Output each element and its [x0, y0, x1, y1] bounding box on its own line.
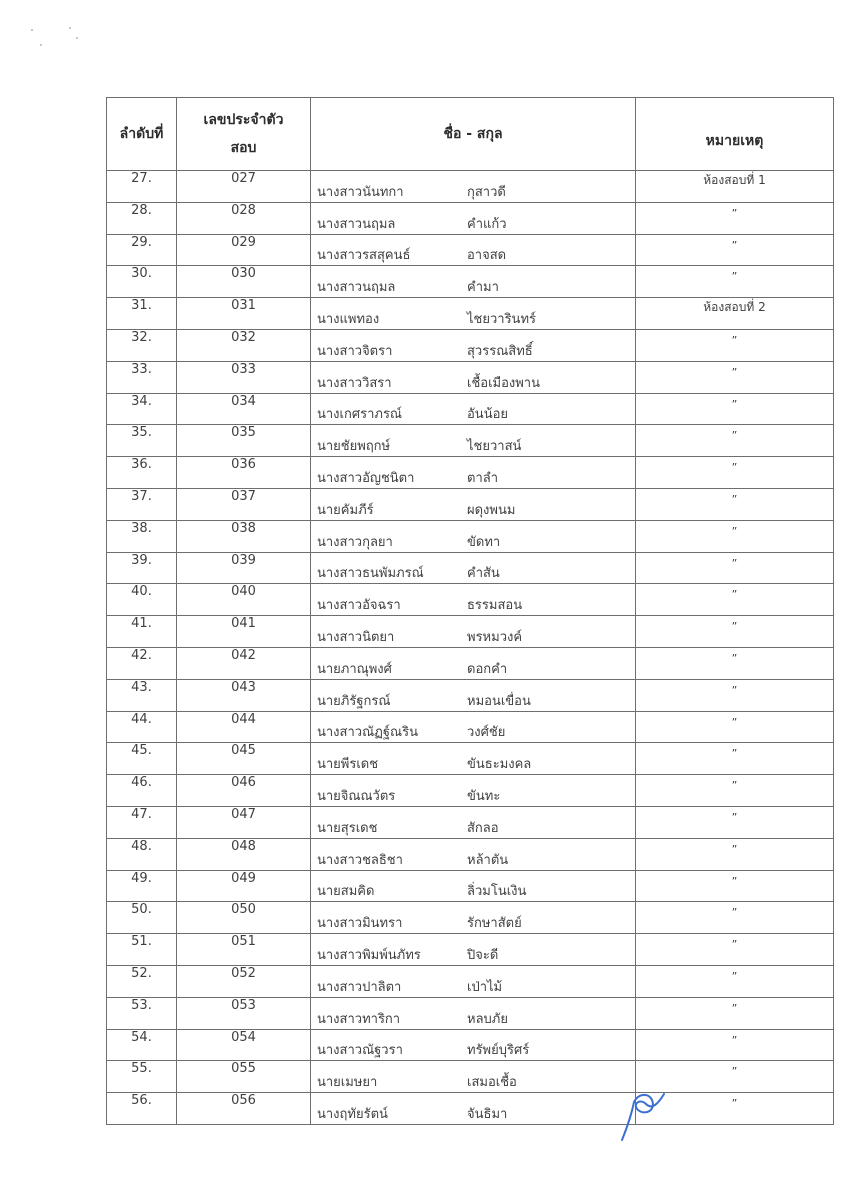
row-full-name — [311, 584, 636, 616]
row-remark: ” — [636, 425, 834, 457]
row-number: 49. — [107, 870, 177, 902]
row-remark: ” — [636, 393, 834, 425]
row-first-name: นายเมษยา — [317, 1075, 378, 1091]
row-exam-id: 040 — [177, 584, 311, 616]
row-exam-id: 046 — [177, 775, 311, 807]
row-remark: ” — [636, 711, 834, 743]
row-first-name: นายสุรเดช — [317, 820, 378, 836]
row-full-name — [311, 234, 636, 266]
row-number: 27. — [107, 171, 177, 203]
row-first-name: นายชัยพฤกษ์ — [317, 439, 391, 455]
table-row — [107, 171, 834, 203]
row-full-name — [311, 679, 636, 711]
row-exam-id: 028 — [177, 202, 311, 234]
table-row — [107, 1061, 834, 1093]
row-remark: ” — [636, 552, 834, 584]
row-exam-id: 031 — [177, 298, 311, 330]
row-last-name: ไชยวารินทร์ — [467, 311, 536, 327]
row-number: 36. — [107, 457, 177, 489]
row-first-name: นางสาวนิตยา — [317, 629, 395, 645]
row-last-name: รักษาสัตย์ — [467, 916, 522, 932]
row-exam-id: 055 — [177, 1061, 311, 1093]
row-number: 43. — [107, 679, 177, 711]
table-row — [107, 616, 834, 648]
table-row — [107, 457, 834, 489]
row-full-name — [311, 329, 636, 361]
row-first-name: นางสาวรสสุคนธ์ — [317, 248, 411, 264]
row-first-name: นายพีรเดช — [317, 757, 379, 773]
row-remark: ” — [636, 934, 834, 966]
row-last-name: หล้าตัน — [467, 852, 509, 868]
header-exam-id-line2: สอบ — [230, 140, 257, 156]
table-row — [107, 584, 834, 616]
row-number: 53. — [107, 997, 177, 1029]
row-remark: ” — [636, 1061, 834, 1093]
row-last-name: หลบภัย — [467, 1011, 508, 1027]
table-header-row — [107, 98, 834, 171]
row-number: 56. — [107, 1093, 177, 1125]
row-number: 35. — [107, 425, 177, 457]
row-first-name: นางสาวอัญชนิตา — [317, 470, 415, 486]
row-full-name — [311, 552, 636, 584]
header-full-name: ชื่อ - สกุล — [311, 98, 636, 171]
row-remark: ” — [636, 616, 834, 648]
row-remark: ” — [636, 679, 834, 711]
row-exam-id: 052 — [177, 965, 311, 997]
row-full-name — [311, 266, 636, 298]
row-last-name: คำสัน — [467, 566, 500, 582]
row-first-name: นายจิณณวัตร — [317, 788, 396, 804]
row-last-name: ขันทะ — [467, 788, 501, 804]
row-number: 55. — [107, 1061, 177, 1093]
row-number: 50. — [107, 902, 177, 934]
table-row — [107, 298, 834, 330]
row-number: 39. — [107, 552, 177, 584]
table-row — [107, 743, 834, 775]
row-first-name: นางแพทอง — [317, 311, 380, 327]
table-row — [107, 552, 834, 584]
row-full-name — [311, 520, 636, 552]
row-exam-id: 034 — [177, 393, 311, 425]
row-exam-id: 030 — [177, 266, 311, 298]
row-full-name — [311, 171, 636, 203]
row-number: 29. — [107, 234, 177, 266]
row-remark: ” — [636, 870, 834, 902]
row-full-name — [311, 1093, 636, 1125]
row-remark: ” — [636, 329, 834, 361]
scan-speck — [69, 27, 71, 29]
row-exam-id: 056 — [177, 1093, 311, 1125]
row-first-name: นางฤทัยรัตน์ — [317, 1106, 388, 1122]
row-number: 45. — [107, 743, 177, 775]
row-number: 54. — [107, 1029, 177, 1061]
row-last-name: กุสาวดี — [467, 184, 506, 200]
row-remark: ” — [636, 838, 834, 870]
row-exam-id: 041 — [177, 616, 311, 648]
row-exam-id: 036 — [177, 457, 311, 489]
row-full-name — [311, 298, 636, 330]
row-number: 40. — [107, 584, 177, 616]
row-first-name: นางสาววิสรา — [317, 375, 392, 391]
row-full-name — [311, 902, 636, 934]
roster-body — [107, 171, 834, 1125]
row-first-name: นางสาวมินทรา — [317, 916, 403, 932]
row-exam-id: 039 — [177, 552, 311, 584]
row-remark: ” — [636, 202, 834, 234]
table-row — [107, 775, 834, 807]
row-last-name: ดอกคำ — [467, 661, 508, 677]
row-number: 28. — [107, 202, 177, 234]
header-number: ลำดับที่ — [107, 98, 177, 171]
row-first-name: นางเกศราภรณ์ — [317, 407, 402, 423]
signature-mark — [618, 1090, 678, 1145]
row-last-name: หมอนเขื่อน — [467, 693, 531, 709]
row-number: 37. — [107, 488, 177, 520]
row-first-name: นางสาวทาริกา — [317, 1011, 401, 1027]
row-first-name: นางสาวอัจฉรา — [317, 598, 401, 614]
row-last-name: สุวรรณสิทธิ์ — [467, 343, 533, 359]
row-remark: ” — [636, 965, 834, 997]
row-full-name — [311, 1061, 636, 1093]
row-remark: ” — [636, 520, 834, 552]
row-last-name: ทรัพย์บุริศร์ — [467, 1043, 530, 1059]
table-row — [107, 361, 834, 393]
row-exam-id: 044 — [177, 711, 311, 743]
row-first-name: นางสาวณัฐวรา — [317, 1043, 403, 1059]
table-row — [107, 870, 834, 902]
header-remark: หมายเหตุ — [636, 98, 834, 171]
row-full-name — [311, 806, 636, 838]
row-first-name: นายภาณุพงศ์ — [317, 661, 392, 677]
table-row — [107, 679, 834, 711]
row-full-name — [311, 870, 636, 902]
row-full-name — [311, 361, 636, 393]
row-full-name — [311, 743, 636, 775]
row-exam-id: 032 — [177, 329, 311, 361]
row-exam-id: 054 — [177, 1029, 311, 1061]
row-exam-id: 035 — [177, 425, 311, 457]
row-last-name: ตาลำ — [467, 470, 499, 486]
row-number: 34. — [107, 393, 177, 425]
row-number: 47. — [107, 806, 177, 838]
row-last-name: จันธิมา — [467, 1106, 508, 1122]
table-row — [107, 425, 834, 457]
scan-speck — [40, 44, 42, 46]
table-row — [107, 520, 834, 552]
row-last-name: ขันธะมงคล — [467, 757, 532, 773]
row-number: 52. — [107, 965, 177, 997]
row-full-name — [311, 457, 636, 489]
row-last-name: คำแก้ว — [467, 216, 507, 232]
row-remark: ” — [636, 266, 834, 298]
row-full-name — [311, 425, 636, 457]
row-exam-id: 037 — [177, 488, 311, 520]
row-last-name: วงศ์ชัย — [467, 725, 506, 741]
row-last-name: คำมา — [467, 280, 499, 296]
table-row — [107, 393, 834, 425]
row-full-name — [311, 775, 636, 807]
row-exam-id: 047 — [177, 806, 311, 838]
table-row — [107, 488, 834, 520]
row-last-name: ไชยวาสน์ — [467, 439, 522, 455]
row-first-name: นางสาวจิตรา — [317, 343, 393, 359]
row-exam-id: 042 — [177, 647, 311, 679]
row-last-name: ปิจะดี — [467, 947, 499, 963]
row-full-name — [311, 488, 636, 520]
row-full-name — [311, 202, 636, 234]
row-number: 31. — [107, 298, 177, 330]
row-remark: ห้องสอบที่ 2 — [636, 298, 834, 330]
row-number: 33. — [107, 361, 177, 393]
row-number: 48. — [107, 838, 177, 870]
row-first-name: นายคัมภีร์ — [317, 502, 374, 518]
scan-speck — [31, 29, 33, 31]
row-number: 46. — [107, 775, 177, 807]
row-remark: ห้องสอบที่ 1 — [636, 171, 834, 203]
row-first-name: นางสาวปาลิตา — [317, 979, 402, 995]
row-number: 30. — [107, 266, 177, 298]
table-row — [107, 965, 834, 997]
row-last-name: สักลอ — [467, 820, 499, 836]
table-row — [107, 934, 834, 966]
row-exam-id: 053 — [177, 997, 311, 1029]
row-last-name: เชื้อเมืองพาน — [467, 375, 540, 391]
row-full-name — [311, 997, 636, 1029]
row-exam-id: 051 — [177, 934, 311, 966]
signature-stroke — [622, 1094, 664, 1140]
row-first-name: นางสาวธนพัมภรณ์ — [317, 566, 424, 582]
row-full-name — [311, 711, 636, 743]
row-remark: ” — [636, 1093, 834, 1125]
table-row — [107, 997, 834, 1029]
row-first-name: นางสาวกุลยา — [317, 534, 393, 550]
row-remark: ” — [636, 647, 834, 679]
header-exam-id — [177, 98, 311, 171]
row-first-name: นางสาวนฤมล — [317, 216, 396, 232]
row-first-name: นางสาวณัฏฐ์ณริน — [317, 725, 418, 741]
table-row — [107, 202, 834, 234]
table-row — [107, 234, 834, 266]
table-row — [107, 1093, 834, 1125]
row-first-name: นางสาวพิมพ์นภัทร — [317, 947, 421, 963]
row-remark: ” — [636, 997, 834, 1029]
scan-speck — [76, 37, 78, 39]
row-remark: ” — [636, 806, 834, 838]
row-remark: ” — [636, 775, 834, 807]
row-remark: ” — [636, 488, 834, 520]
row-last-name: เสมอเชื้อ — [467, 1075, 517, 1091]
row-last-name: เป่าไม้ — [467, 979, 503, 995]
row-first-name: นายภิรัฐกรณ์ — [317, 693, 391, 709]
table-row — [107, 266, 834, 298]
row-number: 41. — [107, 616, 177, 648]
row-number: 51. — [107, 934, 177, 966]
row-last-name: ผดุงพนม — [467, 502, 516, 518]
table-row — [107, 1029, 834, 1061]
row-last-name: ธรรมสอน — [467, 598, 523, 614]
row-exam-id: 049 — [177, 870, 311, 902]
row-remark: ” — [636, 361, 834, 393]
row-full-name — [311, 616, 636, 648]
row-first-name: นางสาวนฤมล — [317, 280, 396, 296]
row-last-name: อันน้อย — [467, 407, 509, 423]
table-row — [107, 647, 834, 679]
row-number: 44. — [107, 711, 177, 743]
row-number: 32. — [107, 329, 177, 361]
row-exam-id: 050 — [177, 902, 311, 934]
row-remark: ” — [636, 743, 834, 775]
row-remark: ” — [636, 234, 834, 266]
row-exam-id: 027 — [177, 171, 311, 203]
table-row — [107, 711, 834, 743]
row-exam-id: 038 — [177, 520, 311, 552]
table-row — [107, 902, 834, 934]
row-full-name — [311, 1029, 636, 1061]
table-row — [107, 329, 834, 361]
header-exam-id-line1: เลขประจำตัว — [203, 112, 284, 128]
row-last-name: อาจสด — [467, 248, 507, 264]
row-first-name: นางสาวนันทกา — [317, 184, 404, 200]
row-exam-id: 033 — [177, 361, 311, 393]
row-exam-id: 045 — [177, 743, 311, 775]
row-first-name: นายสมคิด — [317, 884, 375, 900]
row-exam-id: 043 — [177, 679, 311, 711]
table-row — [107, 806, 834, 838]
row-number: 38. — [107, 520, 177, 552]
row-first-name: นางสาวชลธิชา — [317, 852, 403, 868]
row-remark: ” — [636, 902, 834, 934]
row-full-name — [311, 647, 636, 679]
row-exam-id: 029 — [177, 234, 311, 266]
candidate-roster-table — [106, 97, 834, 1125]
row-remark: ” — [636, 457, 834, 489]
row-last-name: ขัดทา — [467, 534, 501, 550]
row-remark: ” — [636, 1029, 834, 1061]
row-full-name — [311, 965, 636, 997]
row-last-name: ลิ่วมโนเงิน — [467, 884, 527, 900]
row-full-name — [311, 934, 636, 966]
row-last-name: พรหมวงค์ — [467, 629, 523, 645]
row-number: 42. — [107, 647, 177, 679]
row-full-name — [311, 393, 636, 425]
row-full-name — [311, 838, 636, 870]
row-remark: ” — [636, 584, 834, 616]
table-row — [107, 838, 834, 870]
row-exam-id: 048 — [177, 838, 311, 870]
